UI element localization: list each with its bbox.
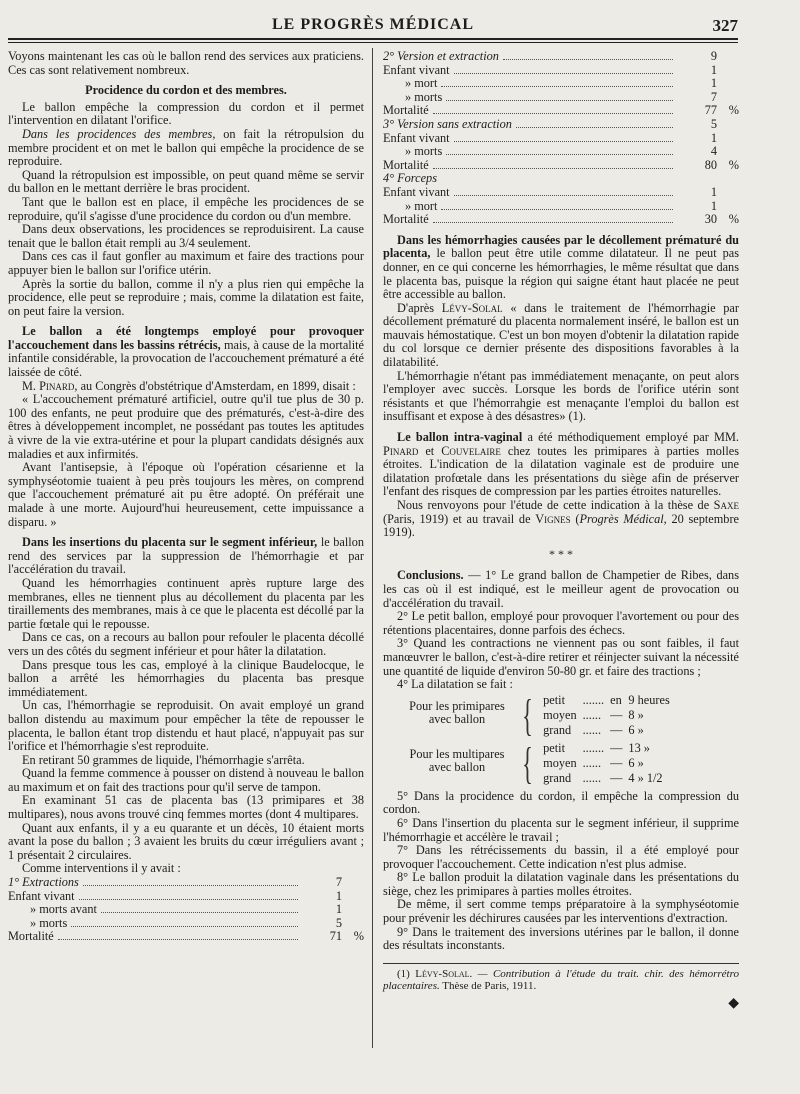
- paragraph: 6° Dans l'insertion du placenta sur le segment inférieur, il supprime l'hémorrhagie et accélère le travail ;: [383, 815, 739, 844]
- percent-sign: %: [353, 929, 364, 944]
- group-label: Pour les multipares avec ballon: [409, 746, 505, 775]
- left-column: [8, 50, 364, 944]
- dot-leader: [101, 904, 298, 913]
- list-item: [383, 172, 739, 186]
- list-label: Mortalité: [383, 103, 429, 118]
- list-label: » mort: [405, 198, 438, 213]
- header-rule: [8, 38, 738, 40]
- paragraph: 9° Dans le traitement des inversions utérines par le ballon, il donne des résultats inconstants.: [383, 924, 739, 953]
- primipares-rows: [540, 694, 673, 738]
- text-run: (Paris, 1919) et au travail de: [383, 511, 536, 526]
- dot-leader: [433, 105, 673, 114]
- balloon-size: petit: [543, 741, 565, 756]
- paragraph: [383, 302, 739, 370]
- dot-leader-text: ......: [582, 707, 602, 722]
- dilatation-row: [540, 694, 673, 709]
- paragraph: En examinant 51 cas de placenta bas (13 primipares et 38 multipares), nous avons trouvé cinq femmes mortes (dont 4 multipares.: [8, 793, 364, 822]
- paragraph: [383, 499, 739, 540]
- list-item: [383, 186, 739, 200]
- list-item: [383, 50, 739, 64]
- list-value: 1: [710, 76, 717, 91]
- duration: 8 »: [628, 707, 644, 722]
- column-divider: [372, 48, 373, 1048]
- quote-paragraph: Avant l'antisepsie, à l'époque où l'opération césarienne et la symphyséotomie tuaient à peu près toujours les mères, on comprend que l'accouchement prématuré ait pu être adopté. On préférait une malade à une morte. Aujourd'hui heureusement, cette impuissance a disparu. »: [8, 460, 364, 529]
- list-label: 1° Extractions: [8, 875, 79, 890]
- percent-sign: %: [728, 212, 739, 227]
- dot-leader: [79, 891, 298, 900]
- dilatation-row: [540, 708, 673, 723]
- footnote-rule: [383, 963, 739, 964]
- list-value: 7: [710, 89, 717, 104]
- primipares-group: [397, 690, 739, 740]
- paragraph: 3° Quand les contractions ne viennent pas ou sont faibles, il faut manœuvrer le ballon, c'est-à-dire retirer et réinjecter suivant la nécessité une quantité de liquide d'environ 50-80 gr. et faire des tractions ;: [383, 636, 739, 678]
- paragraph: De même, il sert comme temps préparatoire à la symphyséotomie pour prévenir les déchirures causées par les interventions d'extraction.: [383, 897, 739, 926]
- quote-paragraph: « L'accouchement prématuré artificiel, outre qu'il tue plus de 30 p. 100 des enfants, ne peut produire que des prématurés, c'est-à-dire des êtres à développement incomplet, ne possédant pas toutes les aptitudes à vivre de la vie extra-utérine et pour la plupart candidats désignés aux maladies et aux infirmités.: [8, 392, 364, 461]
- dot-leader-text: ......: [582, 722, 602, 737]
- list-item: [383, 159, 739, 173]
- list-label: Enfant vivant: [383, 130, 450, 145]
- balloon-size: moyen: [543, 707, 577, 722]
- list-value: 9: [710, 49, 717, 63]
- author-name: Couvelaire: [441, 443, 501, 458]
- text-run: 20 septembre 1919).: [383, 511, 739, 540]
- paragraph: Dans deux observations, les procidences se reproduisirent. La cause tenait que le ballon était rempli au 3/4 seulement.: [8, 222, 364, 250]
- dilatation-table: [383, 690, 739, 788]
- page-number: 327: [712, 16, 738, 35]
- paragraph: Le ballon empêche la compression du cordon et il permet l'intervention en dilatant l'orifice.: [8, 99, 364, 128]
- paragraph: Quand les hémorrhagies continuent après rupture large des membranes, elles ne tiennent plus au décollement du placenta par les tiraillements des membranes, mais à ce que le placenta est décollé par la partie fœtale qui le repousse.: [8, 575, 364, 631]
- separator: —: [610, 741, 623, 756]
- dilatation-row: [540, 723, 673, 738]
- text-run: le ballon peut être utile comme dilatateur. Il ne peut pas donner, en ce qui concerne les hémorrhagies, le même résultat que dans le placenta bas, puisque la région qui saigne étant haut placée ne peut être accessible au ballon.: [383, 246, 739, 302]
- paragraph: Quant aux enfants, il y a eu quarante et un décès, 10 étaient morts avant la pose du ballon ; 3 avaient les bruits du cœur irréguliers avant ; 1 présentait 2 circulaires.: [8, 820, 364, 862]
- list-label: » mort: [405, 76, 438, 91]
- paragraph: Tant que le ballon est en place, il empêche les procidences de se reproduire, qu'il s'agisse d'une procidence du cordon ou d'un membre.: [8, 194, 364, 223]
- dilatation-row: [540, 742, 665, 757]
- list-item: [8, 917, 364, 931]
- list-value: 77: [704, 103, 717, 118]
- footnote-ref: (1) Lévy-Solal.: [397, 967, 473, 980]
- dot-leader: [58, 931, 298, 940]
- dot-leader: [441, 201, 673, 210]
- percent-sign: %: [728, 103, 739, 118]
- percent-sign: %: [728, 157, 739, 172]
- header-rule-thin: [8, 42, 738, 43]
- balloon-size: moyen: [543, 755, 577, 770]
- dot-leader: [83, 877, 298, 886]
- paragraph: [8, 380, 364, 394]
- brace-glyph: {: [522, 690, 533, 740]
- dot-leader: [433, 214, 673, 223]
- paragraph: Dans presque tous les cas, employé à la clinique Baudelocque, le ballon a arrêté les hémorrhagies du placenta bas presque immédiatement.: [8, 657, 364, 699]
- list-label: 4° Forceps: [383, 171, 437, 186]
- paragraph: Après la sortie du ballon, comme il n'y a plus rien qui empêche la procidence, elle peut se reproduire ; mais, comme la dilatation est faite, on peut faire la version.: [8, 276, 364, 318]
- journal-ref: Progrès Médical,: [579, 511, 667, 526]
- list-label: » morts: [405, 89, 443, 104]
- paragraph: Dans ce cas, on a recours au ballon pour refouler le placenta décollé vers un des côtés du segment inférieur et pour hâter la dilatation.: [8, 630, 364, 658]
- paragraph: 4° La dilatation se fait :: [397, 677, 513, 692]
- ornament-icon: ◆: [728, 995, 739, 1011]
- list-value: 80: [704, 157, 717, 172]
- list-item: [8, 930, 364, 944]
- dilatation-row: [540, 756, 665, 771]
- separator: en: [610, 693, 622, 708]
- paragraph: Comme interventions il y avait :: [22, 861, 181, 876]
- bold-lead: Le ballon intra-vaginal: [397, 430, 523, 445]
- list-value: 1: [335, 888, 342, 903]
- list-item: [383, 104, 739, 118]
- separator: —: [610, 722, 623, 737]
- list-item: [383, 145, 739, 159]
- list-item: [8, 903, 364, 917]
- list-item: [383, 77, 739, 91]
- section-heading: Procidence du cordon et des membres.: [85, 83, 287, 98]
- paragraph: Quand la femme commence à pousser on distend à nouveau le ballon au maximum et on fait des tractions pour qu'il serve de tampon.: [8, 766, 364, 794]
- dot-leader: [446, 146, 673, 155]
- paragraph: 8° Le ballon produit la dilatation vaginale dans les présentations du siège, chez les primipares à parties molles étroites.: [383, 870, 739, 898]
- text-run: a été méthodiquement employé par MM.: [522, 430, 739, 445]
- paragraph: [8, 128, 364, 169]
- list-label: Enfant vivant: [383, 184, 450, 199]
- bold-lead: Dans les hémorrhagies causées par le décollement prématuré du placenta,: [383, 232, 739, 261]
- section-stars: * * *: [549, 546, 573, 561]
- paragraph: Quand la rétropulsion est impossible, on peut quand même se servir du ballon en le mettant derrière le bras procident.: [8, 167, 364, 196]
- list-value: 1: [710, 130, 717, 145]
- dot-leader: [433, 160, 673, 169]
- dot-leader: [446, 92, 673, 101]
- multipares-rows: [540, 742, 665, 786]
- list-item: [383, 64, 739, 78]
- text-run: mais, à cause de la mortalité infantile considérable, la provocation de l'accouchement prématuré a été laissée de côté.: [8, 337, 364, 380]
- group-label: Pour les primipares avec ballon: [409, 698, 505, 727]
- dot-leader: [71, 918, 298, 927]
- author-name: M. Pinard: [22, 378, 75, 393]
- paragraph: Un cas, l'hémorrhagie se reproduisit. On avait employé un grand ballon distendu au maximum pour empêcher la tête de repousser le placenta, le ballon étant trop distendu et haut placé, n'appuyait pas sur l'orifice et l'hémorrhagie s'est reproduite.: [8, 698, 364, 754]
- list-value: 7: [335, 875, 342, 890]
- dot-leader-text: ......: [582, 755, 602, 770]
- dot-leader-text: ......: [582, 770, 602, 785]
- dot-leader: [454, 187, 673, 196]
- list-value: 1: [710, 198, 717, 213]
- list-label: 3° Version sans extraction: [383, 116, 512, 131]
- text-run: et: [418, 443, 442, 458]
- interventions-list-1: [8, 876, 364, 944]
- bold-lead: Dans les insertions du placenta sur le segment inférieur,: [22, 535, 318, 550]
- list-item: [383, 132, 739, 146]
- duration: 9 heures: [628, 693, 670, 708]
- list-item: [383, 118, 739, 132]
- text-run: , au Congrès d'obstétrique d'Amsterdam, en 1899, disait :: [74, 378, 356, 393]
- page-header: [8, 12, 738, 38]
- journal-title: LE PROGRÈS MÉDICAL: [271, 16, 475, 33]
- text-run: Nous renvoyons pour l'étude de cette indication à la thèse de: [397, 498, 714, 512]
- paragraph: [8, 536, 364, 577]
- separator: —: [610, 770, 623, 785]
- text-run: chez toutes les primipares à parties molles étroites. L'indication de la dilatation vaginale est de produire une dilatation profœtale dans les présentations du siège afin de préserver l'enfant des risques de compression par les parties étroites naturelles.: [383, 443, 739, 499]
- list-label: » morts: [30, 915, 68, 930]
- italic-lead: Dans les procidences des membres,: [22, 126, 216, 141]
- balloon-size: petit: [543, 693, 565, 708]
- text-run: « dans le traitement de l'hémorrhagie par décollement prématuré du placenta normalement inséré, le ballon est un mauvais hémostatique. C'est un bon moyen d'obtenir la dilatation rapide du col lorsque ce dernier présente des dispositions favorables à la dilatabilité.: [383, 300, 739, 370]
- list-label: Mortalité: [383, 157, 429, 172]
- list-value: 5: [335, 915, 342, 930]
- list-item: [8, 876, 364, 890]
- paragraph: L'hémorrhagie n'étant pas immédiatement menaçante, on peut alors l'employer avec succès. Lorsque les bords de l'orifice utérin sont résistants et que l'hémorrahgie est menaçante l'emploi du ballon est insuffisant et expose à des désastres» (1).: [383, 368, 739, 424]
- text-run: on fait la rétropulsion du membre procident et on met le ballon qui empêche la procidence de se reproduire.: [8, 126, 364, 169]
- list-item: [383, 213, 739, 227]
- interventions-list-3: [383, 186, 739, 227]
- interventions-list-2: [383, 50, 739, 172]
- balloon-size: grand: [543, 722, 572, 737]
- dot-leader: [454, 133, 673, 142]
- paragraph: 2° Le petit ballon, employé pour provoquer l'avortement ou pour des rétentions placentaires, donne parfois des échecs.: [383, 609, 739, 637]
- paragraph: En retirant 50 grammes de liquide, l'hémorrhagie s'arrêta.: [22, 752, 305, 767]
- text-run: le ballon rend des services par la suppression de l'hémorrhagie et par l'accélération du travail.: [8, 535, 364, 577]
- dot-leader: [503, 51, 673, 60]
- list-value: 30: [704, 212, 717, 227]
- paragraph: [383, 234, 739, 302]
- duration: 4 » 1/2: [628, 770, 663, 785]
- dot-leader: [441, 78, 673, 87]
- multipares-group: [397, 738, 739, 788]
- separator: —: [610, 755, 623, 770]
- list-item: [8, 890, 364, 904]
- list-item: [383, 91, 739, 105]
- footnote-title: — Contribution à l'étude du trait. chir. des hémorrétro placentaires.: [383, 967, 739, 993]
- list-label: Mortalité: [383, 212, 429, 227]
- conclusions-heading: Conclusions.: [397, 568, 464, 583]
- author-name: Vignes: [535, 511, 571, 526]
- list-label: 2° Version et extraction: [383, 49, 499, 63]
- duration: 13 »: [628, 741, 650, 756]
- author-name: Pinard: [383, 443, 419, 458]
- dot-leader: [516, 119, 673, 128]
- dot-leader: [454, 65, 673, 74]
- paragraph: 7° Dans les rétrécissements du bassin, il a été employé pour provoquer l'accouchement. Cette indication n'est plus admise.: [383, 843, 739, 871]
- author-name: Saxe: [713, 498, 739, 512]
- text-run: D'après: [397, 300, 442, 315]
- dot-leader-text: .......: [582, 693, 605, 708]
- list-label: Mortalité: [8, 929, 54, 944]
- right-column: [383, 50, 739, 1010]
- separator: —: [610, 707, 623, 722]
- duration: 6 »: [628, 755, 644, 770]
- dilatation-row: [540, 771, 665, 786]
- list-label: » morts: [405, 144, 443, 159]
- list-value: 1: [710, 62, 717, 77]
- text-run: — 1° Le grand ballon de Champetier de Ribes, dans les cas où il est indiqué, est le meilleur agent de provocation ou d'accélération du travail.: [383, 568, 739, 610]
- paragraph: Dans ces cas il faut gonfler au maximum et faire des tractions pour appuyer bien le ballon sur l'orifice utérin.: [8, 249, 364, 277]
- paragraph: [8, 325, 364, 379]
- list-value: 4: [710, 144, 717, 159]
- list-label: Enfant vivant: [8, 888, 75, 903]
- balloon-size: grand: [543, 770, 572, 785]
- footnote-source: Thèse de Paris, 1911.: [439, 980, 537, 993]
- paragraph: [383, 431, 739, 499]
- list-label: Enfant vivant: [383, 62, 450, 77]
- list-value: 1: [710, 184, 717, 199]
- list-label: » morts avant: [30, 902, 97, 917]
- paragraph: [383, 569, 739, 610]
- brace-glyph: {: [522, 738, 533, 788]
- list-item: [383, 200, 739, 214]
- list-value: 1: [335, 902, 342, 917]
- text-run: (: [570, 511, 580, 526]
- bold-lead: Le ballon a été longtemps employé pour provoquer l'accouchement dans les bassins rétrécis,: [8, 324, 364, 352]
- paragraph: 5° Dans la procidence du cordon, il empêche la compression du cordon.: [383, 788, 739, 817]
- paragraph: Voyons maintenant les cas où le ballon rend des services aux praticiens. Ces cas sont relativement nombreux.: [8, 49, 364, 77]
- footnote: [383, 968, 739, 993]
- list-value: 5: [710, 116, 717, 131]
- list-value: 71: [329, 929, 342, 944]
- dot-leader-text: .......: [582, 741, 605, 756]
- duration: 6 »: [628, 722, 644, 737]
- author-name: Lévy-Solal: [441, 300, 503, 315]
